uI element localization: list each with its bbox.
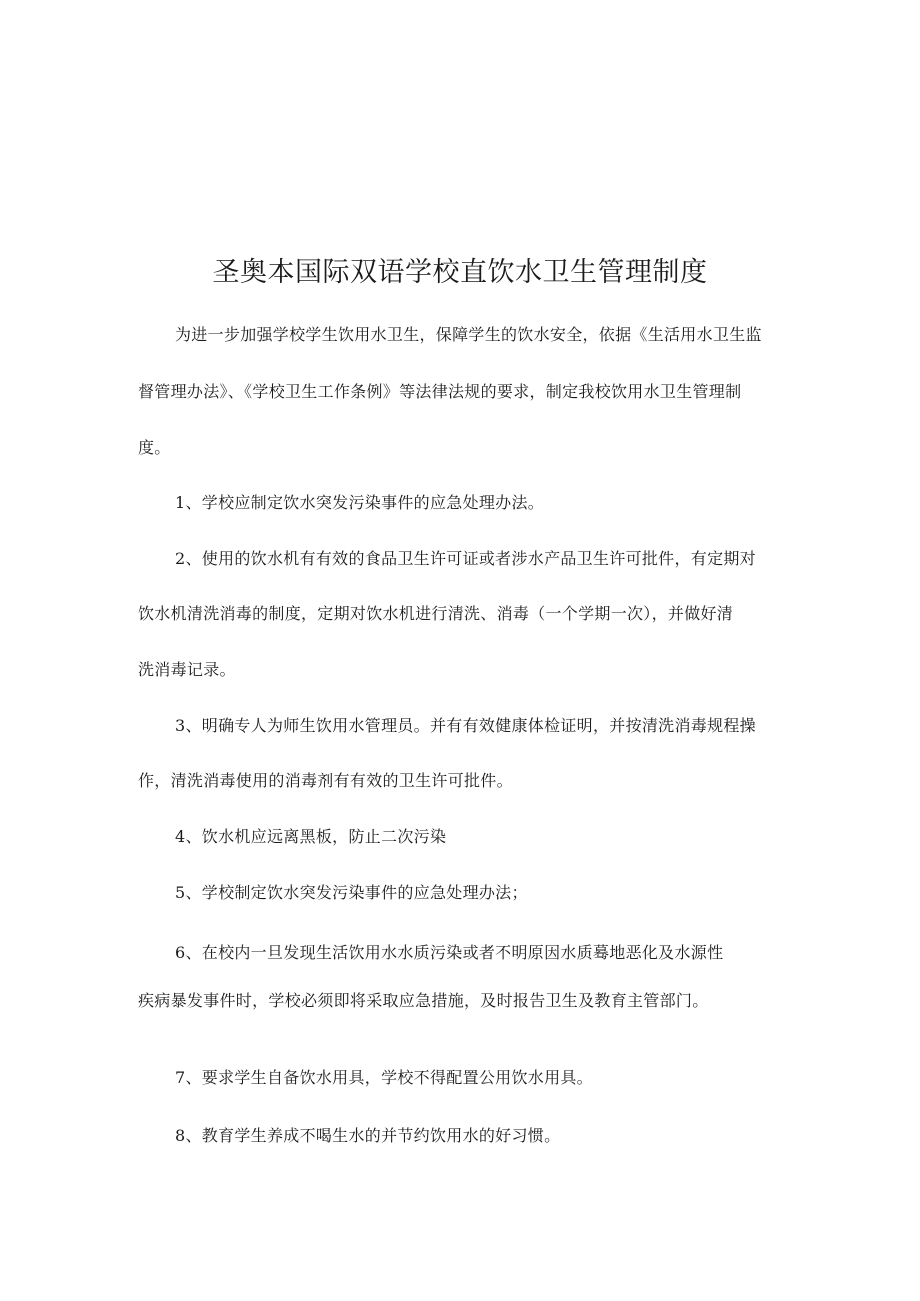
rule-2-line-3: 洗消毒记录。: [138, 660, 236, 679]
document-title: 圣奥本国际双语学校直饮水卫生管理制度: [212, 257, 708, 288]
rule-2-line-1: 2、使用的饮水机有有效的食品卫生许可证或者涉水产品卫生许可批件，有定期对: [175, 549, 756, 568]
rule-1: 1、学校应制定饮水突发污染事件的应急处理办法。: [175, 493, 545, 512]
rule-5: 5、学校制定饮水突发污染事件的应急处理办法；: [175, 883, 528, 902]
intro-line-1: 为进一步加强学校学生饮用水卫生，保障学生的饮水安全，依据《生活用水卫生监: [175, 325, 762, 344]
rule-2-line-2: 饮水机清洗消毒的制度，定期对饮水机进行清洗、消毒（一个学期一次），并做好清: [138, 604, 734, 623]
rule-6-line-1: 6、在校内一旦发现生活饮用水水质污染或者不明原因水质蓦地恶化及水源性: [175, 943, 724, 962]
rule-3-line-2: 作，清洗消毒使用的消毒剂有有效的卫生许可批件。: [138, 771, 513, 790]
intro-line-2: 督管理办法》、《学校卫生工作条例》等法律法规的要求，制定我校饮用水卫生管理制: [138, 382, 742, 401]
rule-7: 7、要求学生自备饮水用具，学校不得配置公用饮水用具。: [175, 1068, 593, 1087]
intro-line-3: 度。: [138, 438, 171, 457]
rule-8: 8、教育学生养成不喝生水的并节约饮用水的好习惯。: [175, 1126, 561, 1145]
rule-3-line-1: 3、明确专人为师生饮用水管理员。并有有效健康体检证明，并按清洗消毒规程操: [175, 716, 756, 735]
rule-6-line-2: 疾病暴发事件时，学校必须即将采取应急措施，及时报告卫生及教育主管部门。: [138, 991, 709, 1010]
rule-4: 4、饮水机应远离黑板，防止二次污染: [175, 827, 447, 846]
